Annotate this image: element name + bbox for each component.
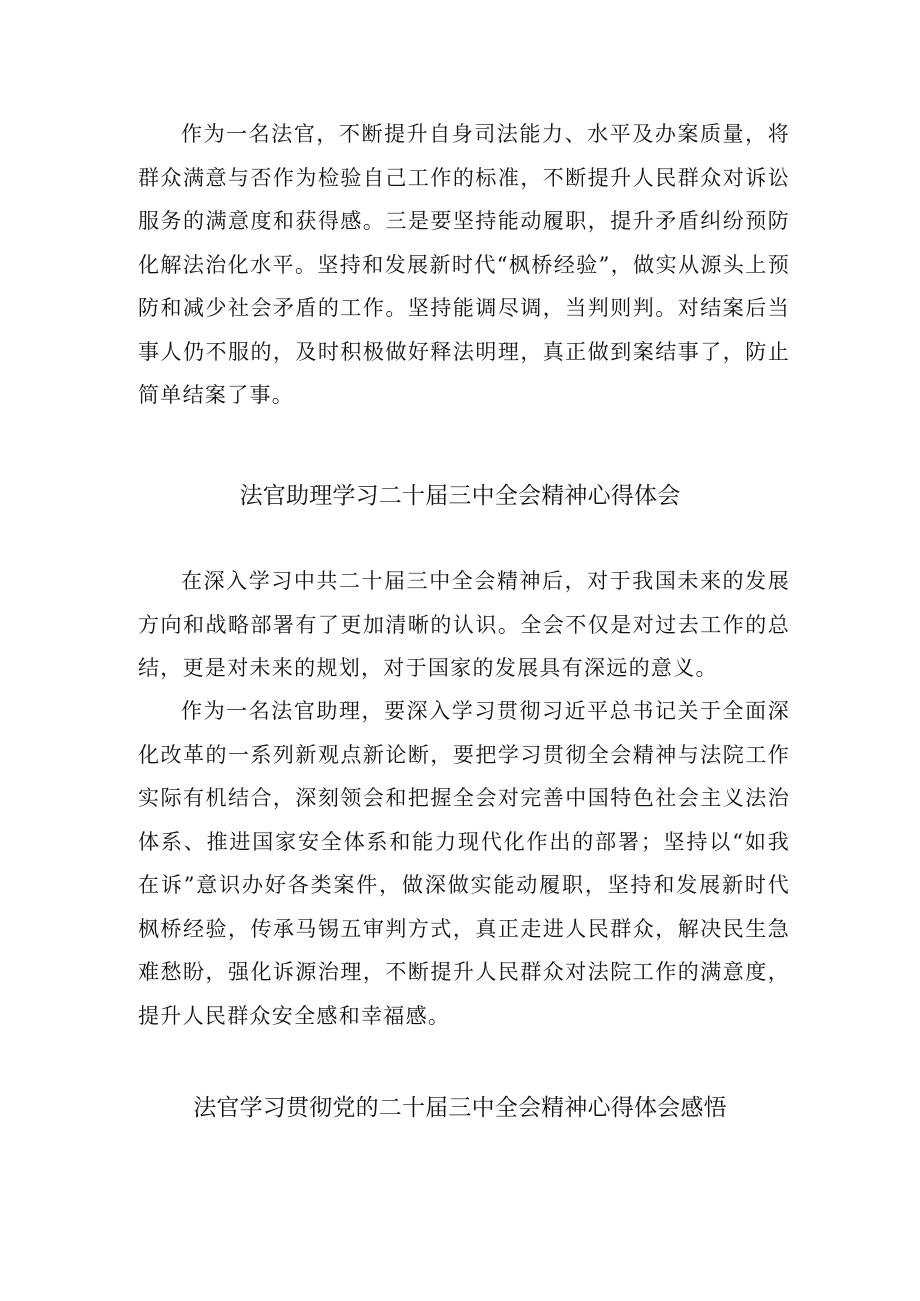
- section-heading-1: 法官助理学习二十届三中全会精神心得体会: [239, 483, 681, 509]
- section-heading-2: 法官学习贯彻党的二十届三中全会精神心得体会感悟: [193, 1095, 727, 1121]
- body-paragraph-3: 作为一名法官助理，要深入学习贯彻习近平总书记关于全面深化改革的一系列新观点新论断，要把学习贯彻全会精神与法院工作实际有机结合，深刻领会和把握全会对完善中国特色社会主义法治体系、推进国家安全体系和能力现代化作出的部署；坚持以“如我在诉”意识办好各类案件，做深做实能动履职，坚持和发展新时代枫桥经验，传承马锡五审判方式，真正走进人民群众，解决民生急难愁盼，强化诉源治理，不断提升人民群众对法院工作的满意度，提升人民群众安全感和幸福感。: [138, 699, 790, 1028]
- body-paragraph-2: 在深入学习中共二十届三中全会精神后，对于我国未来的发展方向和战略部署有了更加清晰的认识。全会不仅是对过去工作的总结，更是对未来的规划，对于国家的发展具有深远的意义。: [138, 569, 790, 680]
- body-paragraph-1: 作为一名法官，不断提升自身司法能力、水平及办案质量，将群众满意与否作为检验自己工作的标准，不断提升人民群众对诉讼服务的满意度和获得感。三是要坚持能动履职，提升矛盾纠纷预防化解法治化水平。坚持和发展新时代“枫桥经验”，做实从源头上预防和减少社会矛盾的工作。坚持能调尽调，当判则判。对结案后当事人仍不服的，及时积极做好释法明理，真正做到案结事了，防止简单结案了事。: [138, 122, 790, 407]
